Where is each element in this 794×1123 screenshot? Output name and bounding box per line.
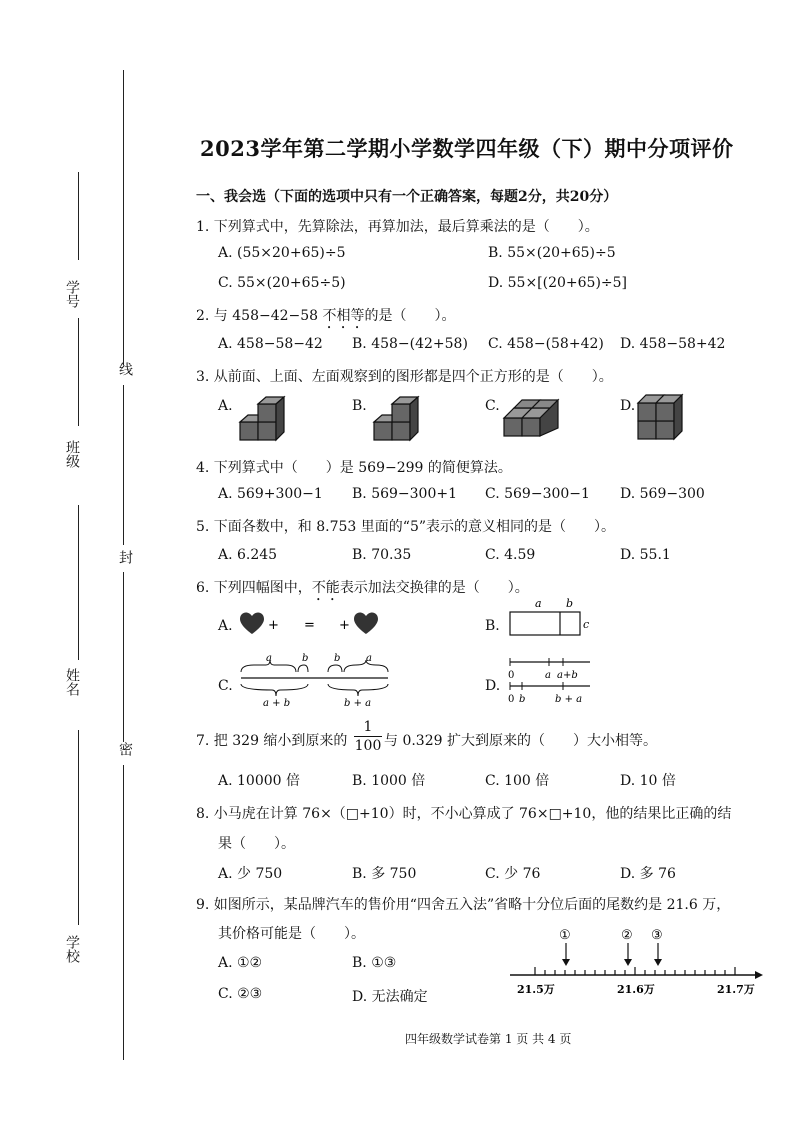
section-heading: 一、我会选（下面的选项中只有一个正确答案，每题2分，共20分） [196, 189, 618, 205]
q3-cube-figure-b [370, 392, 430, 447]
q7-fraction [354, 718, 382, 755]
q1-option-d: D. 55×[(20+65)÷5] [488, 275, 628, 291]
q9-option-d: D. 无法确定 [352, 989, 428, 1005]
q6-option-d: D. [485, 678, 501, 694]
q6d-zero-top: 0 [508, 670, 515, 681]
q6-stem-emphasis: 不能 [311, 580, 340, 596]
q7-option-b: B. 1000 倍 [352, 773, 426, 789]
q2-option-a: A. 458−58−42 [218, 336, 323, 352]
q9-option-c: C. ②③ [218, 986, 263, 1002]
q8-stem-line2: 果（ ）。 [218, 836, 295, 852]
q2-stem-emphasis: 不相等 [322, 308, 365, 324]
q8-option-c: C. 少 76 [485, 866, 541, 882]
q8-option-b: B. 多 750 [352, 866, 417, 882]
q5-stem: 5. 下面各数中，和 8.753 里面的“5”表示的意义相同的是（ ）。 [196, 519, 616, 535]
q6-plus-2: + [339, 618, 350, 633]
q5-option-a: A. 6.245 [218, 547, 278, 563]
q6c-label-bplusa: b + a [344, 698, 372, 709]
heart-icon [354, 612, 378, 634]
page-title: 2023学年第二学期小学数学四年级（下）期中分项评价 [200, 136, 734, 161]
q6-stem-pre: 6. 下列四幅图中， [196, 580, 312, 596]
q3-cube-figure-d [634, 385, 690, 447]
q6b-label-c: c [583, 618, 590, 631]
q9-tick-21-6: 21.6万 [617, 983, 655, 996]
q2-option-b: B. 458−(42+58) [352, 336, 468, 352]
q3-cube-figure-a [236, 392, 296, 447]
q6-figure-d [505, 652, 597, 708]
seal-secret-label: 密 [117, 742, 133, 756]
q9-mark-3: ③ [651, 928, 663, 943]
q4-option-d: D. 569−300 [620, 486, 705, 502]
name-label: 姓名 [64, 668, 80, 696]
school-line [78, 730, 79, 925]
q6-figure-c [236, 650, 396, 708]
q3-option-b: B. [352, 398, 367, 414]
q9-option-a: A. ①② [218, 955, 263, 971]
q4-option-b: B. 569−300+1 [352, 486, 457, 502]
q7-option-a: A. 10000 倍 [218, 773, 300, 789]
q5-option-c: C. 4.59 [485, 547, 536, 563]
page-footer: 四年级数学试卷第 1 页 共 4 页 [405, 1032, 572, 1046]
q2-option-c: C. 458−(58+42) [488, 336, 604, 352]
q1-option-b: B. 55×(20+65)÷5 [488, 245, 616, 261]
q7-option-c: C. 100 倍 [485, 773, 550, 789]
margin-line-3 [123, 572, 124, 742]
q6c-label-a1: a [266, 653, 272, 664]
school-label: 学校 [64, 935, 80, 963]
q9-stem-line2: 其价格可能是（ ）。 [218, 926, 365, 942]
q6-equals: = [304, 618, 315, 633]
q6c-label-aplusb: a + b [263, 698, 291, 709]
q1-option-a: A. (55×20+65)÷5 [218, 245, 346, 261]
q6d-label-bplusa: b + a [555, 694, 583, 705]
q7-stem-pre: 7. 把 329 缩小到原来的 [196, 733, 348, 749]
moon-icon [282, 612, 294, 636]
q2-stem-post: 的是（ ）。 [364, 308, 456, 324]
q6c-label-b1: b [302, 653, 309, 664]
q2-stem [196, 305, 456, 332]
q6-option-a: A. [218, 618, 233, 634]
class-line [78, 318, 79, 426]
q6-stem [196, 577, 529, 604]
q6-option-b: B. [485, 618, 500, 634]
class-label: 班级 [64, 440, 80, 468]
seal-seal-label: 封 [117, 550, 133, 564]
q6c-label-b2: b [334, 653, 341, 664]
q6d-label-a: a [545, 670, 551, 681]
q9-mark-1: ① [559, 928, 571, 943]
q3-stem: 3. 从前面、上面、左面观察到的图形都是四个正方形的是（ ）。 [196, 369, 613, 385]
q7-stem-post: 与 0.329 扩大到原来的（ ）大小相等。 [384, 733, 657, 749]
student-no-line [78, 172, 79, 260]
q4-option-a: A. 569+300−1 [218, 486, 323, 502]
q6c-label-a2: a [366, 653, 372, 664]
q8-option-a: A. 少 750 [218, 866, 283, 882]
q6d-zero-bottom: 0 [508, 694, 515, 705]
q6-plus-1: + [268, 618, 279, 633]
q5-option-d: D. 55.1 [620, 547, 671, 563]
seal-line-label: 线 [117, 362, 133, 376]
q4-option-c: C. 569−300−1 [485, 486, 590, 502]
q9-option-b: B. ①③ [352, 955, 397, 971]
student-no-label: 学号 [64, 280, 80, 308]
heart-icon [240, 612, 264, 634]
q6b-label-a: a [535, 597, 542, 610]
q3-cube-figure-c [500, 392, 564, 447]
q8-stem-line1: 8. 小马虎在计算 76×（□+10）时，不小心算成了 76×□+10，他的结果比正确的结 [196, 806, 732, 822]
q6-figure-a [238, 608, 383, 642]
name-line [78, 505, 79, 660]
q6d-label-aplusb: a+b [557, 670, 578, 681]
q9-stem-line1: 9. 如图所示，某品牌汽车的售价用“四舍五入法”省略十分位后面的尾数约是 21.6 万， [196, 897, 731, 913]
q2-option-d: D. 458−58+42 [620, 336, 726, 352]
q3-option-d: D. [620, 398, 636, 414]
q7-fraction-numerator: 1 [363, 719, 373, 735]
q6-figure-b [505, 595, 590, 640]
q2-stem-pre: 2. 与 458−42−58 [196, 308, 323, 324]
q9-number-line [505, 925, 765, 1000]
q1-stem: 1. 下列算式中，先算除法，再算加法，最后算乘法的是（ ）。 [196, 219, 599, 235]
q6d-label-b: b [519, 694, 526, 705]
q3-option-c: C. [485, 398, 500, 414]
moon-icon [318, 612, 330, 636]
q9-tick-21-7: 21.7万 [717, 983, 755, 996]
q6-option-c: C. [218, 678, 233, 694]
margin-line-4 [123, 765, 124, 1060]
margin-line-2 [123, 385, 124, 545]
q7-fraction-denominator: 100 [354, 738, 382, 754]
q9-tick-21-5: 21.5万 [517, 983, 555, 996]
q1-option-c: C. 55×(20+65÷5) [218, 275, 346, 291]
q6-stem-post: 表示加法交换律的是（ ）。 [339, 580, 529, 596]
margin-line-1 [123, 70, 124, 365]
q9-mark-2: ② [621, 928, 633, 943]
q3-option-a: A. [218, 398, 233, 414]
q4-stem: 4. 下列算式中（ ）是 569−299 的简便算法。 [196, 460, 512, 476]
q6b-label-b: b [566, 597, 574, 610]
q7-option-d: D. 10 倍 [620, 773, 676, 789]
q5-option-b: B. 70.35 [352, 547, 412, 563]
q8-option-d: D. 多 76 [620, 866, 676, 882]
